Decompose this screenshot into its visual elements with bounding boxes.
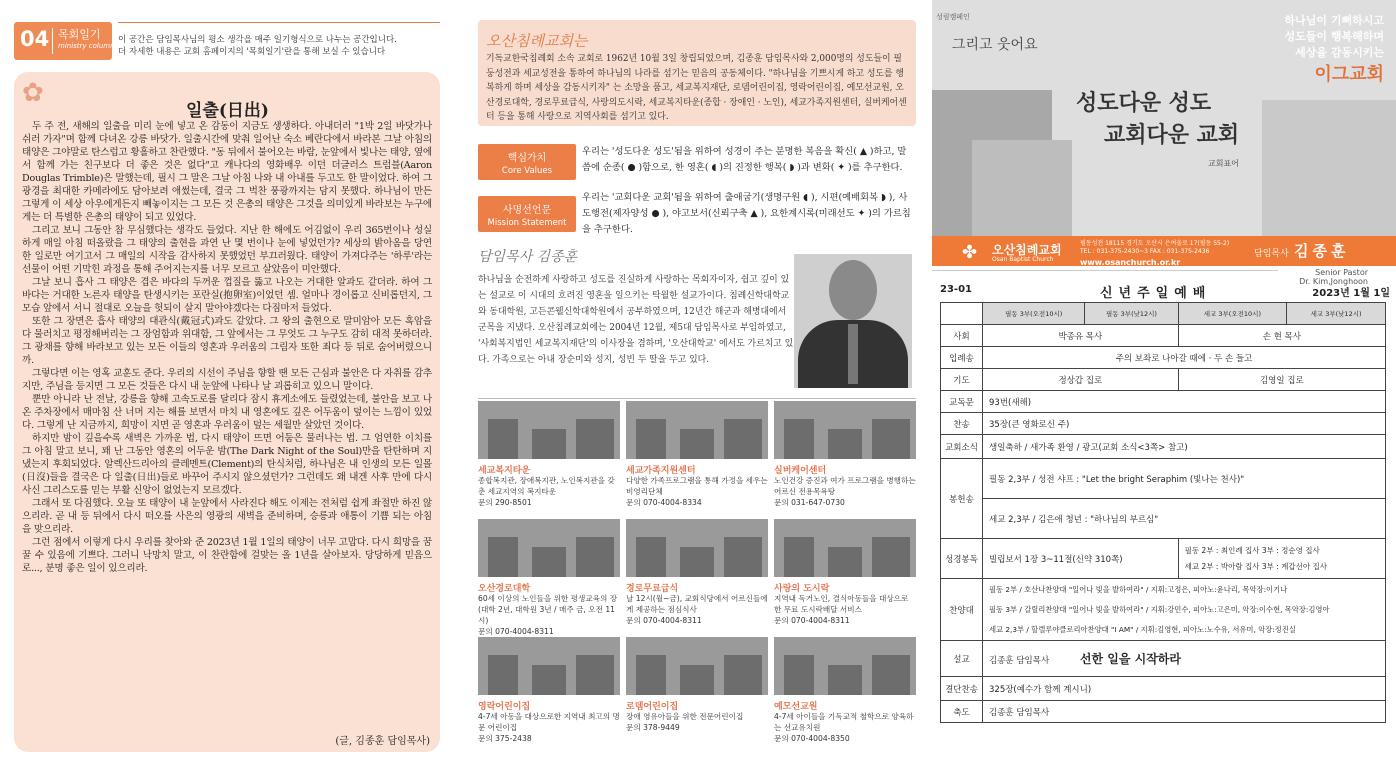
motto-line-1: 성도다운 성도 bbox=[1076, 91, 1212, 116]
table-row bbox=[941, 701, 1386, 723]
table-row bbox=[941, 325, 1386, 347]
pastor-name: 김종훈 bbox=[1294, 242, 1350, 260]
facility-photo bbox=[774, 519, 916, 577]
facility-name: 실버케어센터 bbox=[774, 466, 827, 476]
pastor-photo-tie bbox=[848, 324, 858, 384]
facility-description bbox=[774, 711, 916, 744]
offer-cell: 세교 2,3부 / 김은애 청년 : "하나님의 부르심" bbox=[983, 499, 1386, 539]
cover-image bbox=[932, 0, 1396, 236]
ministry-column-page bbox=[0, 0, 455, 780]
column-paragraph: 뿐만 아니라 난 전날, 강릉을 향해 고속도로를 달리다 잠시 휴게소에도 들렸었는데, 불안을 보고 나온 주차장에서 매마침 산 너머 지는 해를 보면서 마치 내 영혼에도 깊은 어두움이 덮이는 느낌이 있었다. 그렇게 난 지금까지, 희망이 지면 곧 영혼과 우러움이 덮는 세월만 살았던 것이다. bbox=[22, 394, 432, 431]
header-rule bbox=[118, 22, 440, 23]
pastor-photo bbox=[794, 254, 912, 388]
core-values-label bbox=[478, 144, 576, 180]
cover-rule bbox=[932, 270, 1278, 271]
row-label: 찬양대 bbox=[941, 579, 983, 641]
row-label: 교독문 bbox=[941, 391, 983, 413]
column-body bbox=[22, 120, 432, 710]
facility-description-text: 종합복지관, 장애복지관, 노인복지관을 갖춘 세교지역의 복지타운 bbox=[478, 476, 615, 496]
facility-photo bbox=[774, 637, 916, 695]
row-label: 설교 bbox=[941, 641, 983, 677]
facility-card bbox=[478, 519, 620, 635]
sermon-title: 선한 일을 시작하라 bbox=[1079, 652, 1181, 666]
church-website: www.osanchurch.or.kr bbox=[1080, 258, 1181, 267]
prayer-cell: 김영일 집로 bbox=[1178, 369, 1385, 391]
mission-label bbox=[478, 196, 576, 232]
scripture-readers-cell bbox=[1178, 539, 1385, 579]
facility-description bbox=[626, 593, 768, 626]
host-cell: 박종유 목사 bbox=[983, 325, 1179, 347]
church-address bbox=[1080, 240, 1240, 256]
mission-label-english: Mission Statement bbox=[487, 218, 567, 228]
facility-description-text: 노인건강 증진과 여가 프로그램을 병행하는 어르신 전용목욕탕 bbox=[774, 476, 916, 496]
host-cell: 손 현 목사 bbox=[1178, 325, 1385, 347]
slogan-line: 성도들이 행복해하며 bbox=[1284, 30, 1384, 43]
facility-photo bbox=[626, 401, 768, 459]
facility-name: 경로무료급식 bbox=[626, 584, 679, 594]
header-description-line: 이 공간은 담임목사님의 평소 생각을 매주 일기형식으로 나누는 공간입니다. bbox=[118, 35, 397, 45]
column-paragraph: 그리고 보니 그동안 참 무심했다는 생각도 들었다. 지난 한 해에도 어김없이 우리 365번이나 성실하게 매일 아침 떠올랐을 그 태양의 출현을 과연 난 몇 번이나 눈에 넣었던가? 세상의 밝아옴을 당연한 일로만 여기고서 그 매일의 시작을 감사하지 못했었던 부끄러웠다. 태양이 가져다주는 '하루'라는 선물이 어떤 기막힌 과정을 통해 주어지는지를 너무 모르고 살았음이 미안했다. bbox=[22, 225, 432, 275]
facility-phone: 문의 375-2438 bbox=[478, 734, 532, 743]
slogan-line: 하나님이 기뻐하시고 bbox=[1284, 14, 1384, 27]
scripture-reader-line: 필동 2부 : 최인례 집사 3부 : 정순영 집사 bbox=[1184, 545, 1320, 555]
facility-phone: 문의 070-4004-8311 bbox=[478, 627, 554, 636]
reading-cell: 93번(새해) bbox=[983, 391, 1386, 413]
mission-label-korean: 사명선언문 bbox=[502, 205, 552, 216]
column-paragraph: 그렇다면 이는 영혹 교훈도 준다. 우리의 시선이 주님을 향할 땐 모든 근심과 불안은 다 자취를 감추지만, 주님을 등지면 그 모든 것들은 다시 내 눈앞에 나타나 날 괴롭히고 있으니 말이다. bbox=[22, 368, 432, 392]
sermon-cell bbox=[983, 641, 1386, 677]
church-name: 오산침례교회 bbox=[992, 243, 1062, 257]
table-row bbox=[941, 459, 1386, 499]
facility-description bbox=[626, 475, 768, 508]
column-paragraph: 하지만 밤이 깊을수록 새벽은 가까운 법, 다시 태양이 뜨면 어둠은 물러나는 법. 그 엄연한 이치를 그 아침 말고 보니, 꽤 난 그동안 영혼의 어두운 밤(The Dark Night of the Soul)만을 탄탄하며 지냈는지 후회되었다. 알렉산드리아의 클레멘트(Clement)의 탄식처럼, 하나님은 내 인생의 모든 일몰(日沒)들을 결국은 다 일출(日出)들로 바꾸어 주시지 않으셨던가? 그런데도 왜 내겐 사후 만에 다시 사신 그리스도를 믿는 부활 신앙이 없었는지 모르겠다. bbox=[22, 433, 432, 496]
column-paragraph: 또한 그 장면은 흡사 태양의 대관식(戴冠式)과도 같았다. 그 왕의 출현으로 말미암아 모든 흑암을 다 물러치고 평정해버리는 그 장엄함과 위대함, 그 앞에서는 그 무엇도 그 누구도 감히 대적 못하더라. 그 광채를 향해 바라보고 있는 모든 이들의 영혼과 우러움의 그림자 또한 죄다 등 뒤로 숨어버렸으니까. bbox=[22, 316, 432, 366]
column-signature: (글, 김종훈 담임목사) bbox=[335, 736, 430, 747]
service-time: 필동 3부(오전10시) bbox=[983, 303, 1085, 325]
slogan-logo: 이그교회 bbox=[1314, 64, 1384, 85]
facility-photo bbox=[626, 637, 768, 695]
facility-card bbox=[774, 519, 916, 635]
pastor-title-english: Senior Pastor bbox=[1315, 268, 1368, 277]
table-row bbox=[941, 413, 1386, 435]
row-label: 사회 bbox=[941, 325, 983, 347]
pastor-bio: 하나님을 순전하게 사랑하고 성도를 진실하게 사랑하는 목회자이자, 쉽고 깊이 있는 설교로 이 시대의 흐려진 영혼을 일으키는 탁월한 설교가이다. 침례신학대학교와 동대학원, 고든콘웰신학대학원에서 공부하였으며, 12년간 해군과 해병대에서 군목을 지냈다. 오산침례교회에는 2004년 12월, 제5대 담임목사로 부임하였고, '사회복지법인 세교복지재단'의 이사장을 겸하며, '오산대학교' 에서도 가르치고 있다. 가족으로는 아내 장순미와 성지, 성빈 두 딸을 두고 있다. bbox=[478, 275, 794, 365]
section-number: 04 bbox=[20, 27, 50, 51]
facility-description-text: 지역내 독거노인, 결식아동들을 대상으로 한 무료 도시락배달 서비스 bbox=[774, 594, 909, 614]
intro-body: 기독교한국침례회 소속 교회로 1962년 10월 3일 창립되었으며, 김종훈 담임목사와 2,000명의 성도들이 필둥성전과 세교성전을 통하여 하나님의 나라를 섬기는 믿음의 공동체이다. "하나님을 기쁘시게 하고 성도를 행복하게 하며 세상을 감동시키자" 는 소망을 품고, 세교복지재단, 로뎀어린이집, 영락어린이집, 예모선교원, 오산경로대학, 경로무료급식, 사랑의도시락, 세교복지타운(종합 · 장애인 · 노인), 세교가족지원센터, 실버케어센터 등을 통해 사랑으로 지역사회를 섬기고 있다. bbox=[486, 54, 907, 122]
column-paragraph: 두 주 전, 새해의 일출을 미리 눈에 넣고 온 감동이 지금도 생생하다. 아내더러 "1박 2일 바닷가나 쉬러 가자"며 함께 다녀온 강릉 바닷가. 일출시간에 맞춰 일어난 숙소 베란다에서 바라본 그날 아침의 태양은 그야말로 탄스럽고 황홀하고 찬란했다. "동 뒤에서 불어오는 바람, 눈앞에서 빛나는 태양, 옆에서 함께 가는 친구보다 더 좋은 것은 없다"고 캐나다의 영화배우 이던 더글러스 트럼블(Aaron Douglas Trimble)은 말했는데, 필시 그 말은 그날 아침 나와 내 아내를 두고도 한 말이었다. 하여 그 광경을 최대한 카메라에도 담아보려 애썼는데, 결국 그 벅찬 풍광까지는 담지 못했다. 하나님이 만든 그렇게 이 세상 아우에게든지 빼놓이지는 그 모든 것 은총의 태양은 그것을 의미있게 바라보는 누구에게는 더 특별한 은총의 태양이 되고 있었다. bbox=[22, 121, 432, 223]
table-row bbox=[941, 347, 1386, 369]
benediction-cell: 김종훈 담임목사 bbox=[983, 701, 1386, 723]
choir-line: 필동 3부 / 갈릴리찬양대 "일어나 빛을 발하여라" / 지휘:강민수, 피아노:고은미, 악장:이수현, 목악장:김영아 bbox=[989, 604, 1330, 614]
offer-cell: 필동 2,3부 / 성전 샤프 : "Let the bright Seraphim (빛나는 천사)" bbox=[983, 459, 1386, 499]
facility-photo bbox=[478, 401, 620, 459]
slogan-line: 세상을 감동시키는 bbox=[1295, 46, 1384, 59]
worship-order-table bbox=[940, 302, 1386, 723]
motto-caption: 교회표어 bbox=[1208, 159, 1239, 168]
facility-card bbox=[774, 401, 916, 517]
address-line: TEL : 031-375-2430~3 FAX : 031-375-2436 bbox=[1080, 248, 1210, 255]
table-row bbox=[941, 641, 1386, 677]
column-paragraph: 그날 보니 흡사 그 태양은 겹은 바다의 두꺼운 껍질을 뚫고 나오는 거대한 알과도 같더라. 하여 그 바다는 거대한 노른자 태양을 탄생시키는 포란실(抱卵室)이었던 셈. 얼마나 경이롭고 신비롭던지, 그 모습 앞에서 서니 절대로 오늘을 헛되이 살지 말아야겠다는 다짐마저 들었다. bbox=[22, 277, 432, 314]
facility-card bbox=[626, 401, 768, 517]
building-photo-front bbox=[972, 140, 1072, 236]
facility-card bbox=[478, 401, 620, 517]
facility-description bbox=[478, 593, 620, 637]
section-subtitle: ministry column bbox=[58, 42, 115, 50]
facility-description bbox=[774, 593, 916, 626]
facility-photo bbox=[774, 401, 916, 459]
row-label: 기도 bbox=[941, 369, 983, 391]
closing-hymn-cell: 325장(예수가 함께 계시니) bbox=[983, 677, 1386, 701]
facility-name: 오산경로대학 bbox=[478, 584, 531, 594]
facility-card bbox=[774, 637, 916, 753]
table-row bbox=[941, 579, 1386, 641]
facility-description-text: 날 12시(월~금), 교회식당에서 어르신들에게 제공하는 점심식사 bbox=[626, 594, 768, 614]
facility-name: 영락어린이집 bbox=[478, 702, 531, 712]
service-time: 세교 3부(오전10시) bbox=[1178, 303, 1286, 325]
core-values-label-english: Core Values bbox=[501, 166, 553, 176]
church-introduction-page bbox=[470, 0, 925, 780]
facility-description-text: 60세 이상의 노인들을 위한 평생교육의 장 (대학 2년, 대학원 3년 / 매주 금, 오전 11시) bbox=[478, 594, 618, 625]
facility-card bbox=[626, 637, 768, 753]
column-paragraph: 그래서 또 다짐했다. 오늘 또 태양이 내 눈앞에서 사라진다 해도 이제는 전처럼 쉽게 좌절만 하진 않으리라. 곧 내 등 뒤에서 다시 떠오를 사은의 영광의 새벽을 준비하며, 승릉과 애통이 기쁨 되는 아침을 맞으리라. bbox=[22, 498, 432, 535]
facility-name: 세교복지타운 bbox=[478, 466, 531, 476]
core-values-text: 우리는 '성도다운 성도'됨을 위하여 성경이 주는 분명한 복음을 확신( ▲ )하고, 말씀에 순종( ● )함으로, 한 영혼( ◖ )의 진정한 행복( ◗ )과 변화( ✦ )를 추구한다. bbox=[582, 146, 907, 173]
facility-description-text: 다양한 가족프로그램을 통해 가정을 세우는 비영리단체 bbox=[626, 476, 768, 496]
service-time: 세교 3부(낮12시) bbox=[1287, 303, 1386, 325]
motto-line-2: 교회다운 교회 bbox=[1104, 123, 1240, 148]
table-row bbox=[941, 499, 1386, 539]
facility-phone: 문의 031-647-0730 bbox=[774, 498, 845, 507]
section-title: 목회일기 bbox=[58, 28, 101, 41]
facility-description-text: 4-7세 아동을 대상으로한 지역내 최고의 명문 어린이집 bbox=[478, 712, 620, 732]
empty-cell bbox=[941, 303, 983, 325]
choir-line: 세교 2,3부 / 할렐루야클로리아찬양대 "I AM" / 지휘:김영현, 피아노:노수유, 서유미, 악장:정진실 bbox=[989, 624, 1296, 634]
facility-name: 사랑의 도시락 bbox=[774, 584, 830, 594]
row-label: 교회소식 bbox=[941, 435, 983, 459]
cover-tag: 성림캠페인 bbox=[936, 13, 970, 21]
facility-name: 세교가족지원센터 bbox=[626, 466, 696, 476]
facility-description bbox=[478, 475, 620, 508]
facility-description bbox=[478, 711, 620, 744]
section-divider bbox=[478, 398, 916, 399]
header-description bbox=[118, 34, 438, 58]
call-cell: 주의 보좌로 나아갈 때에 · 두 손 들고 bbox=[983, 347, 1386, 369]
pastor-title: 담임목사 김종훈 bbox=[478, 249, 578, 265]
mission-text: 우리는 '교회다운 교회'됨을 위하여 출애굽기(생명구원 ◖ ), 시편(예배회복 ◗ ), 사도행전(제자양성 ● ), 야고보서(신뢰구축 ▲ ), 요한계시록(미래선도 ✦ )의 가르침을 추구한다. bbox=[582, 192, 911, 235]
flower-decoration-icon: ✿ bbox=[22, 78, 44, 108]
choir-line: 필동 2부 / 호산나찬양대 "일어나 빛을 발하여라" / 지휘:고정은, 피아노:윤나리, 목악장:이기나 bbox=[989, 584, 1288, 594]
facility-card bbox=[478, 637, 620, 753]
row-label: 결단찬송 bbox=[941, 677, 983, 701]
facility-description bbox=[774, 475, 916, 508]
row-label: 성경봉독 bbox=[941, 539, 983, 579]
service-times-row bbox=[941, 303, 1386, 325]
news-cell: 생일축하 / 새가족 환영 / 광고(교회 소식<3쪽> 참고) bbox=[983, 435, 1386, 459]
core-values-label-korean: 핵심가치 bbox=[507, 153, 547, 164]
facility-description bbox=[626, 711, 768, 733]
pastor-photo-head bbox=[829, 260, 877, 320]
facility-name: 예모선교원 bbox=[774, 702, 818, 712]
table-row bbox=[941, 539, 1386, 579]
facility-phone: 문의 070-4004-8334 bbox=[626, 498, 702, 507]
cover-logo: 그리고 웃어요 bbox=[952, 37, 1038, 53]
badge-divider bbox=[52, 28, 53, 54]
facility-name: 로뎀어린이집 bbox=[626, 702, 679, 712]
address-line: 필동성전 18115 경기도 오산시 은여울로 17(필동 55-2) bbox=[1080, 240, 1230, 247]
hymn-cell: 35장(큰 영화로신 주) bbox=[983, 413, 1386, 435]
facility-description-text: 장애 영유아들을 위한 전문어린이집 bbox=[626, 712, 744, 721]
prayer-cell: 정상갑 집로 bbox=[983, 369, 1179, 391]
facility-phone: 문의 290-8501 bbox=[478, 498, 532, 507]
intro-title: 오산침례교회는 bbox=[486, 32, 588, 50]
facility-photo bbox=[478, 519, 620, 577]
service-time: 필동 3부(낮12시) bbox=[1085, 303, 1178, 325]
table-row bbox=[941, 435, 1386, 459]
service-date: 2023년 1월 1일 bbox=[1312, 288, 1390, 299]
facility-phone: 문의 070-4004-8311 bbox=[774, 616, 850, 625]
service-title: 신년주일예배 bbox=[1100, 286, 1212, 301]
row-label: 찬송 bbox=[941, 413, 983, 435]
facility-photo bbox=[626, 519, 768, 577]
facility-card bbox=[626, 519, 768, 635]
church-logo-icon: ✤ bbox=[962, 242, 978, 263]
service-header bbox=[940, 284, 1390, 300]
column-title: 일출(日出) bbox=[186, 101, 269, 121]
table-row bbox=[941, 369, 1386, 391]
facility-photo bbox=[478, 637, 620, 695]
pastor-label: 담임목사 bbox=[1254, 249, 1289, 259]
header-description-line: 더 자세한 내용은 교회 홈페이지의 '목회일기'란을 통해 보실 수 있습니다 bbox=[118, 47, 386, 57]
table-row bbox=[941, 677, 1386, 701]
scripture-reader-line: 세교 2부 : 박아람 집사 3부 : 계갑선아 집사 bbox=[1184, 561, 1327, 571]
row-label: 입례송 bbox=[941, 347, 983, 369]
sermon-preacher: 김종훈 담임목사 bbox=[989, 656, 1050, 666]
facility-phone: 문의 070-4004-8350 bbox=[774, 734, 850, 743]
church-name-english: Osan Baptist Church bbox=[992, 256, 1054, 263]
column-paragraph: 그런 점에서 이렇게 다시 우리를 찾아와 준 2023년 1월 1일의 태양이 너무 고맙다. 다시 희망을 꿈꿀 수 있음에 기쁘다. 그러니 낙망치 말고, 이 찬란함에 걸맞는 올 1년을 살아보자. 당당하게 믿음으로..., 분명 좋은 일이 있으리라. bbox=[22, 537, 432, 574]
facility-description-text: 4-7세 아이들을 기독교적 철학으로 양육하는 선교유치원 bbox=[774, 712, 914, 732]
facility-phone: 문의 070-4004-8311 bbox=[626, 616, 702, 625]
row-label: 봉헌송 bbox=[941, 459, 983, 539]
scripture-cell: 빌립보서 1장 3~11절(신약 310쪽) bbox=[983, 539, 1179, 579]
choir-cell bbox=[983, 579, 1386, 641]
pastor-name-english: Dr. Kim,Jonghoon bbox=[1299, 277, 1368, 286]
bulletin-number: 23-01 bbox=[940, 284, 972, 295]
facility-phone: 문의 378-9449 bbox=[626, 723, 680, 732]
table-row bbox=[941, 391, 1386, 413]
building-photo-right bbox=[1262, 100, 1396, 236]
row-label: 축도 bbox=[941, 701, 983, 723]
